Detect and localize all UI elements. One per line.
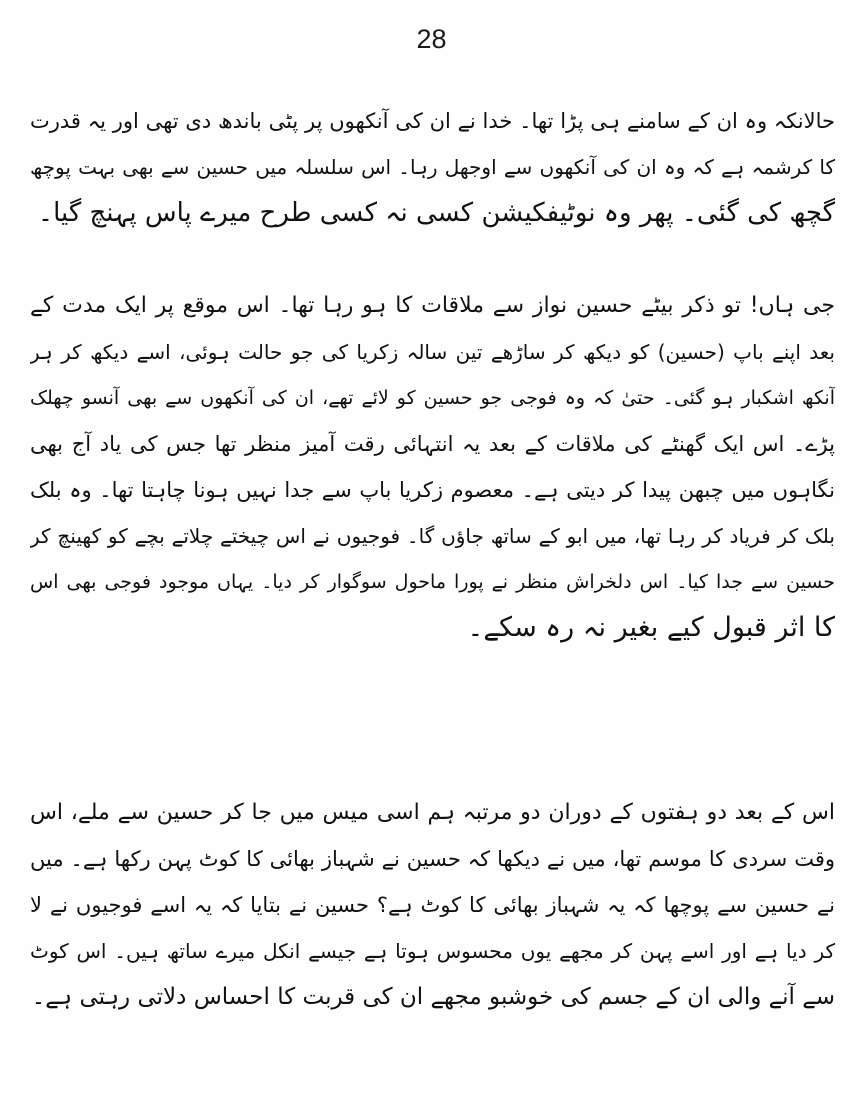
text-line: نگاہوں میں چبھن پیدا کر دیتی ہے۔ معصوم زکریا باپ سے جدا نہیں ہونا چاہتا تھا۔ وہ بلک <box>30 478 835 502</box>
text-line: اس کے بعد دو ہفتوں کے دوران دو مرتبہ ہم اسی میس میں جا کر حسین سے ملے، اس <box>30 800 835 825</box>
text-line: وقت سردی کا موسم تھا، میں نے دیکھا کہ حسین نے شہباز بھائی کا کوٹ پہن رکھا ہے۔ میں <box>30 847 835 871</box>
page-number: 28 <box>416 24 447 54</box>
text-line: پڑے۔ اس ایک گھنٹے کی ملاقات کے بعد یہ انتہائی رقت آمیز منظر تھا جس کی یاد آج بھی <box>30 432 835 456</box>
text-line: نے حسین سے پوچھا کہ یہ شہباز بھائی کا کوٹ ہے؟ حسین نے بتایا کہ یہ اسے فوجیوں نے لا <box>30 893 835 917</box>
text-line: آنکھ اشکبار ہو گئی۔ حتیٰ کہ وہ فوجی جو حسین کو لائے تھے، ان کی آنکھوں سے بھی آنسو چھلک <box>30 387 835 409</box>
text-line: سے آنے والی ان کے جسم کی خوشبو مجھے ان کی قربت کا احساس دلاتی رہتی ہے۔ <box>31 984 835 1010</box>
paragraph <box>30 790 835 1020</box>
text-line: کا کرشمہ ہے کہ وہ ان کی آنکھوں سے اوجھل رہا۔ اس سلسلہ میں حسین سے بھی بہت پوچھ <box>30 155 835 179</box>
text-line: بلک کر فریاد کر رہا تھا، میں ابو کے ساتھ جاؤں گا۔ فوجیوں نے اس چیختے چلاتے بچے کو کھینچ کر <box>30 524 835 548</box>
text-line: بعد اپنے باپ (حسین) کو دیکھ کر ساڑھے تین سالہ زکریا کی جو حالت ہوئی، اسے دیکھ کر ہر <box>30 340 835 364</box>
text-line: گچھ کی گئی۔ پھر وہ نوٹیفکیشن کسی نہ کسی طرح میرے پاس پہنچ گیا۔ <box>37 198 835 228</box>
text-line: حسین سے جدا کیا۔ اس دلخراش منظر نے پورا ماحول سوگوار کر دیا۔ یہاں موجود فوجی بھی اس <box>30 571 835 593</box>
text-line: کر دیا ہے اور اسے پہن کر مجھے یوں محسوس ہوتا ہے جیسے انکل میرے ساتھ ہیں۔ اس کوٹ <box>30 939 835 963</box>
text-line: کا اثر قبول کیے بغیر نہ رہ سکے۔ <box>467 612 835 643</box>
text-line: جی ہاں! تو ذکر بیٹے حسین نواز سے ملاقات کا ہو رہا تھا۔ اس موقع پر ایک مدت کے <box>30 293 835 318</box>
text-line: حالانکہ وہ ان کے سامنے ہی پڑا تھا۔ خدا نے ان کی آنکھوں پر پٹی باندھ دی تھی اور یہ قدرت <box>30 109 835 133</box>
paragraph <box>30 283 835 651</box>
paragraph <box>30 98 835 236</box>
